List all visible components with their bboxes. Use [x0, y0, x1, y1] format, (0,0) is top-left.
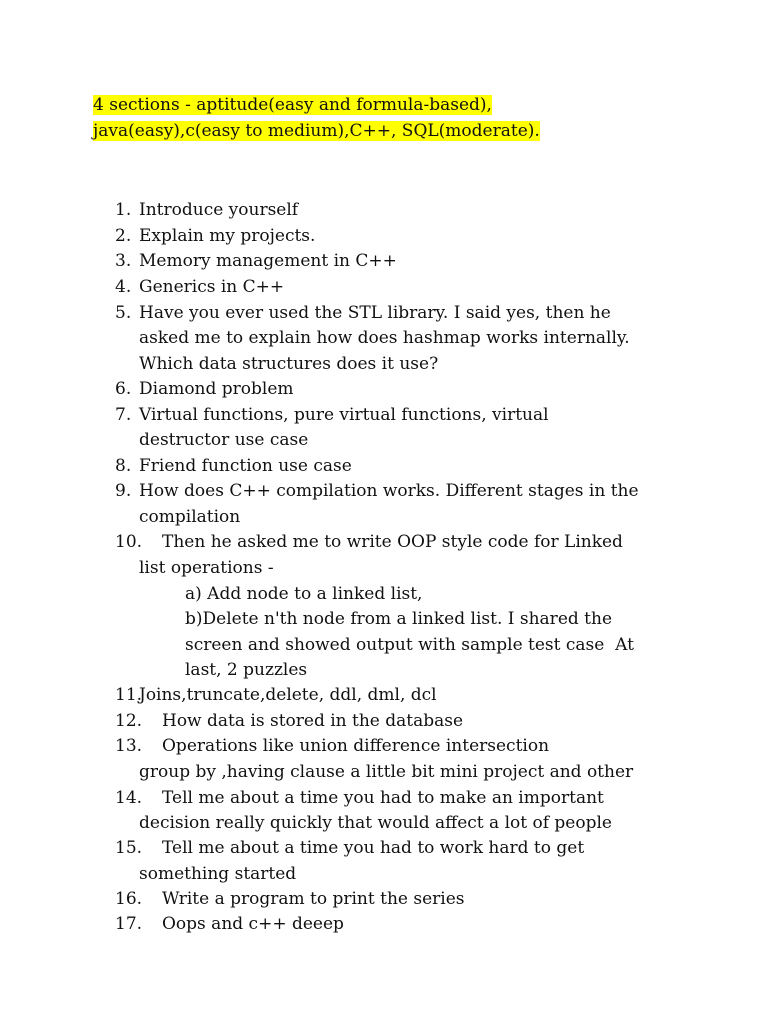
intro-paragraph	[93, 92, 733, 144]
question-15-number: 15.	[115, 838, 143, 858]
question-15-text-line-1: Tell me about a time you had to work hard to get	[162, 838, 585, 858]
question-12-text: How data is stored in the database	[162, 711, 464, 731]
question-5-number: 5.	[115, 303, 132, 323]
intro-line-2: java(easy),c(easy to medium),C++, SQL(moderate).	[93, 121, 540, 141]
intro-line-1: 4 sections - aptitude(easy and formula-based),	[93, 95, 492, 115]
question-17-number: 17.	[115, 914, 143, 934]
question-6-number: 6.	[115, 379, 132, 399]
question-14-text-line-1: Tell me about a time you had to make an important	[162, 788, 604, 808]
question-8-text: Friend function use case	[139, 456, 352, 476]
question-4-number: 4.	[115, 277, 132, 297]
question-2-number: 2.	[115, 226, 132, 246]
question-13-text-line-2: group by ,having clause a little bit mini project and other	[139, 762, 634, 782]
question-13-text-line-1: Operations like union difference intersection	[162, 736, 550, 756]
question-5-text-line-2: asked me to explain how does hashmap works internally.	[139, 328, 630, 348]
question-8-number: 8.	[115, 456, 132, 476]
question-3-text: Memory management in C++	[139, 251, 397, 271]
question-7-number: 7.	[115, 405, 132, 425]
question-11-number: 11.	[115, 685, 143, 705]
question-5-text-line-3: Which data structures does it use?	[139, 354, 439, 374]
question-9-number: 9.	[115, 481, 132, 501]
question-9-text-line-1: How does C++ compilation works. Different stages in the	[139, 481, 639, 501]
question-10-subitem-b-line-2: screen and showed output with sample test case At	[185, 635, 634, 655]
question-9-text-line-2: compilation	[139, 507, 241, 527]
question-11-text: Joins,truncate,delete, ddl, dml, dcl	[139, 685, 437, 705]
question-16-text: Write a program to print the series	[162, 889, 465, 909]
question-10-subitem-b-line-3: last, 2 puzzles	[185, 660, 308, 680]
question-7-text-line-2: destructor use case	[139, 430, 309, 450]
question-10-subitem-a: a) Add node to a linked list,	[185, 584, 423, 604]
question-10-text-line-2: list operations -	[139, 558, 274, 578]
question-1-text: Introduce yourself	[139, 200, 299, 220]
question-1-number: 1.	[115, 200, 132, 220]
question-12-number: 12.	[115, 711, 143, 731]
question-6-text: Diamond problem	[139, 379, 294, 399]
question-16-number: 16.	[115, 889, 143, 909]
question-15-text-line-2: something started	[139, 864, 297, 884]
question-14-number: 14.	[115, 788, 143, 808]
question-2-text: Explain my projects.	[139, 226, 316, 246]
question-14-text-line-2: decision really quickly that would affect a lot of people	[139, 813, 612, 833]
question-3-number: 3.	[115, 251, 132, 271]
question-5-text-line-1: Have you ever used the STL library. I said yes, then he	[139, 303, 611, 323]
question-17-text: Oops and c++ deeep	[162, 914, 344, 934]
question-7-text-line-1: Virtual functions, pure virtual functions, virtual	[139, 405, 549, 425]
question-10-text-line-1: Then he asked me to write OOP style code for Linked	[162, 532, 623, 552]
question-10-number: 10.	[115, 532, 143, 552]
question-4-text: Generics in C++	[139, 277, 285, 297]
question-13-number: 13.	[115, 736, 143, 756]
question-10-subitem-b-line-1: b)Delete n'th node from a linked list. I shared the	[185, 609, 613, 629]
